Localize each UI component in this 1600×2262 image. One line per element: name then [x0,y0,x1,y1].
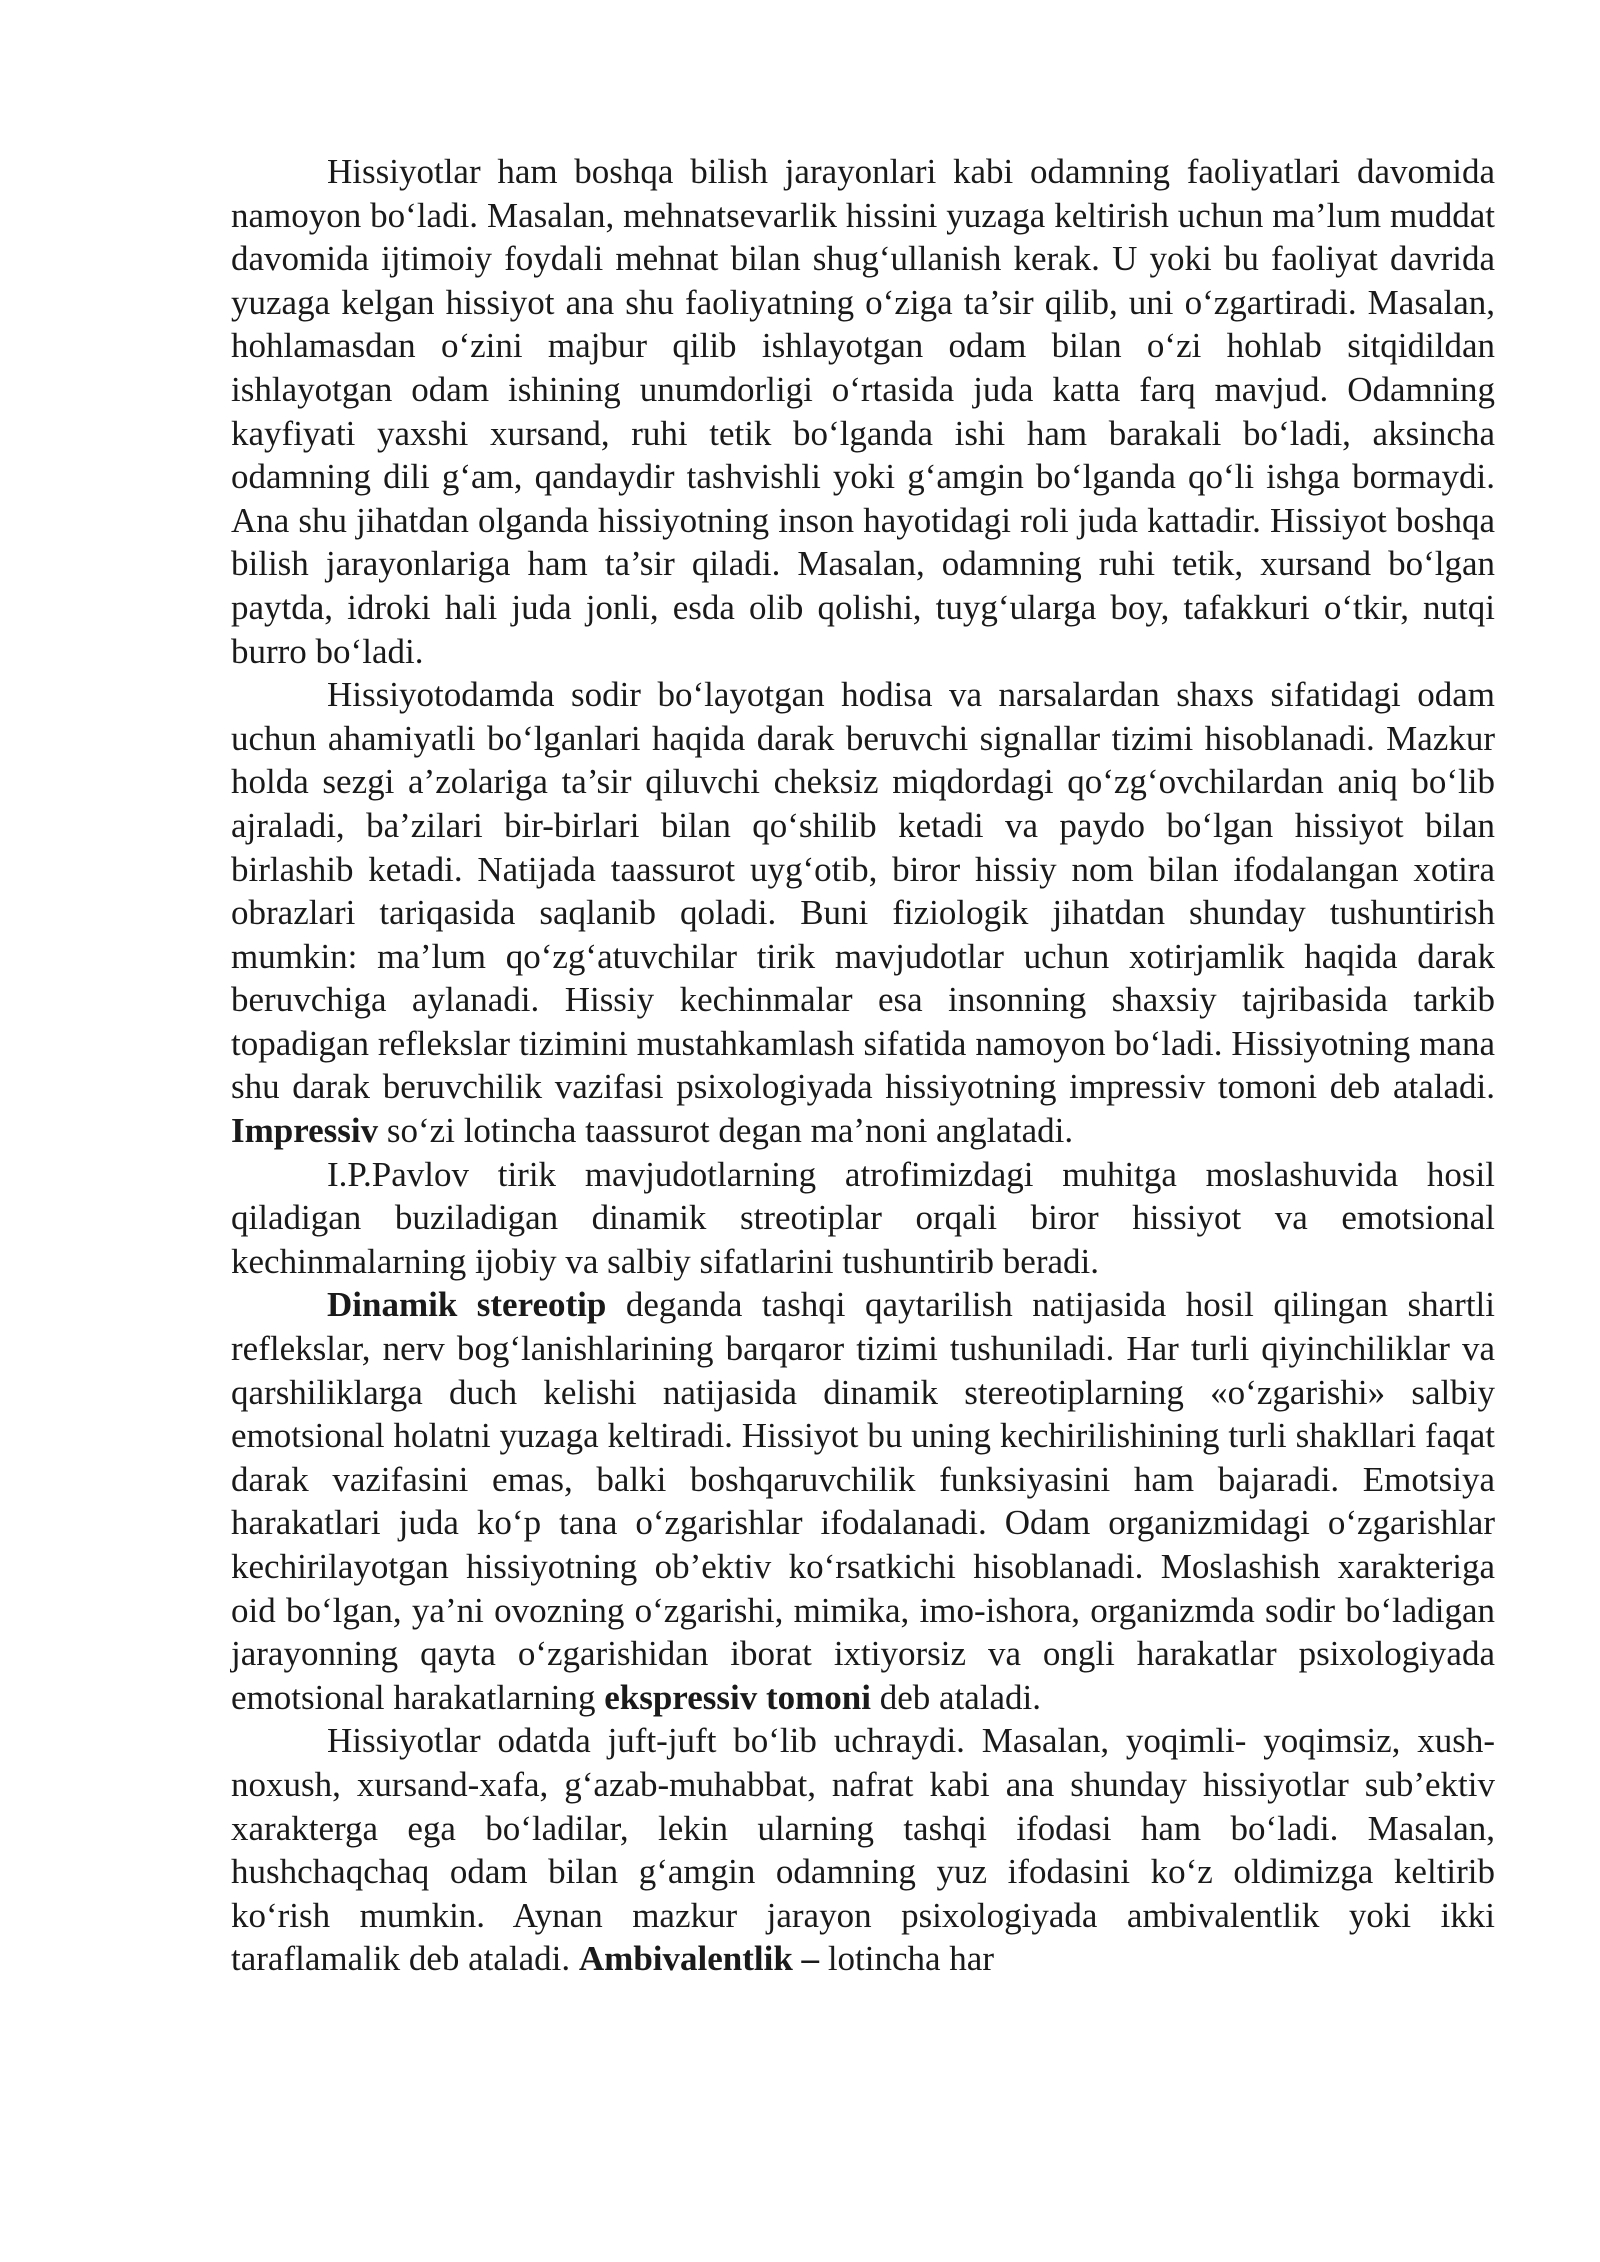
paragraph-5-text: Hissiyotlar odatda juft-juft bo‘lib uchraydi. Masalan, yoqimli- yoqimsiz, xush-noxush, xursand-xafa, g‘azab-muhabbat, nafrat kabi ana shunday hissiyotlar sub’ektiv xarakterga ega bo‘ladilar, lekin ularning tashqi ifodasi ham bo‘ladi. Masalan, hushchaqchaq odam bilan g‘amgin odamning yuz ifodasini ko‘z oldimizga keltirib ko‘rish mumkin. Aynan mazkur jarayon psixologiyada ambivalentlik yoki ikki taraflamalik deb ataladi. [231,1721,1495,1979]
paragraph-2-text-end: so‘zi lotincha taassurot degan ma’noni anglatadi. [378,1111,1074,1151]
paragraph-1-text: Hissiyotlar ham boshqa bilish jarayonlari kabi odamning faoliyatlari davomida namoyon bo‘ladi. Masalan, mehnatsevarlik hissini yuzaga keltirish uchun ma’lum muddat davomida ijtimoiy foydali mehnat bilan shug‘ullanish kerak. U yoki bu faoliyat davrida yuzaga kelgan hissiyot ana shu faoliyatning o‘ziga ta’sir qilib, uni o‘zgartiradi. Masalan, hohlamasdan o‘zini majbur qilib ishlayotgan odam bilan o‘zi hohlab sitqidildan ishlayotgan odam ishining unumdorligi o‘rtasida juda katta farq mavjud. Odamning kayfiyati yaxshi xursand, ruhi tetik bo‘lganda ishi ham barakali bo‘ladi, aksincha odamning dili g‘am, qandaydir tashvishli yoki g‘amgin bo‘lganda qo‘li ishga bormaydi. Ana shu jihatdan olganda hissiyotning inson hayotidagi roli juda kattadir. Hissiyot boshqa bilish jarayonlariga ham ta’sir qiladi. Masalan, odamning ruhi tetik, xursand bo‘lgan paytda, idroki hali juda jonli, esda olib qolishi, tuyg‘ularga boy, tafakkuri o‘tkir, nutqi burro bo‘ladi. [231,152,1495,671]
paragraph-4 [231,1283,1495,1719]
paragraph-3-text: I.P.Pavlov tirik mavjudotlarning atrofimizdagi muhitga moslashuvida hosil qiladigan buziladigan dinamik streotiplar orqali biror hissiyot va emotsional kechinmalarning ijobiy va salbiy sifatlarini tushuntirib beradi. [231,1154,1495,1281]
paragraph-4-text: deganda tashqi qaytarilish natijasida hosil qilingan shartli reflekslar, nerv bog‘lanishlarining barqaror tizimi tushuniladi. Har turli qiyinchiliklar va qarshiliklarga duch kelishi natijasida dinamik stereotiplarning «o‘zgarishi» salbiy emotsional holatni yuzaga keltiradi. Hissiyot bu uning kechirilishining turli shakllari faqat darak vazifasini emas, balki boshqaruvchilik funksiyasini ham bajaradi. Emotsiya harakatlari juda ko‘p tana o‘zgarishlar ifodalanadi. Odam organizmidagi o‘zgarishlar kechirilayotgan hissiyotning ob’ektiv ko‘rsatkichi hisoblanadi. Moslashish xarakteriga oid bo‘lgan, ya’ni ovozning o‘zgarishi, mimika, imo-ishora, organizmda sodir bo‘ladigan jarayonning qayta o‘zgarishidan iborat ixtiyorsiz va ongli harakatlar psixologiyada emotsional harakatlarning [231,1285,1495,1717]
paragraph-5-text-end: lotincha har [819,1939,994,1979]
paragraph-2-text: Hissiyotodamda sodir bo‘layotgan hodisa va narsalardan shaxs sifatidagi odam uchun ahamiyatli bo‘lganlari haqida darak beruvchi signallar tizimi hisoblanadi. Mazkur holda sezgi a’zolariga ta’sir qiluvchi cheksiz miqdordagi qo‘zg‘ovchilardan aniq bo‘lib ajraladi, ba’zilari bir-birlari bilan qo‘shilib ketadi va paydo bo‘lgan hissiyot bilan birlashib ketadi. Natijada taassurot uyg‘otib, biror hissiy nom bilan ifodalangan xotira obrazlari tariqasida saqlanib qoladi. Buni fiziologik jihatdan shunday tushuntirish mumkin: ma’lum qo‘zg‘atuvchilar tirik mavjudotlar uchun xotirjamlik haqida darak beruvchiga aylanadi. Hissiy kechinmalar esa insonning shaxsiy tajribasida tarkib topadigan reflekslar tizimini mustahkamlash sifatida namoyon bo‘ladi. Hissiyotning mana shu darak beruvchilik vazifasi psixologiyada hissiyotning impressiv tomoni deb ataladi. [231,675,1495,1107]
paragraph-4-text-end: deb ataladi. [870,1677,1042,1717]
term-ambivalentlik: Ambivalentlik – [578,1939,820,1979]
paragraph-5 [231,1719,1495,1981]
term-dinamik-stereotip: Dinamik stereotip [327,1285,607,1325]
paragraph-3 [231,1153,1495,1284]
paragraph-2 [231,673,1495,1153]
term-ekspressiv-tomoni: ekspressiv tomoni [604,1677,871,1717]
paragraph-1 [231,150,1495,673]
term-impressiv: Impressiv [231,1111,379,1151]
document-body [231,150,1495,1981]
